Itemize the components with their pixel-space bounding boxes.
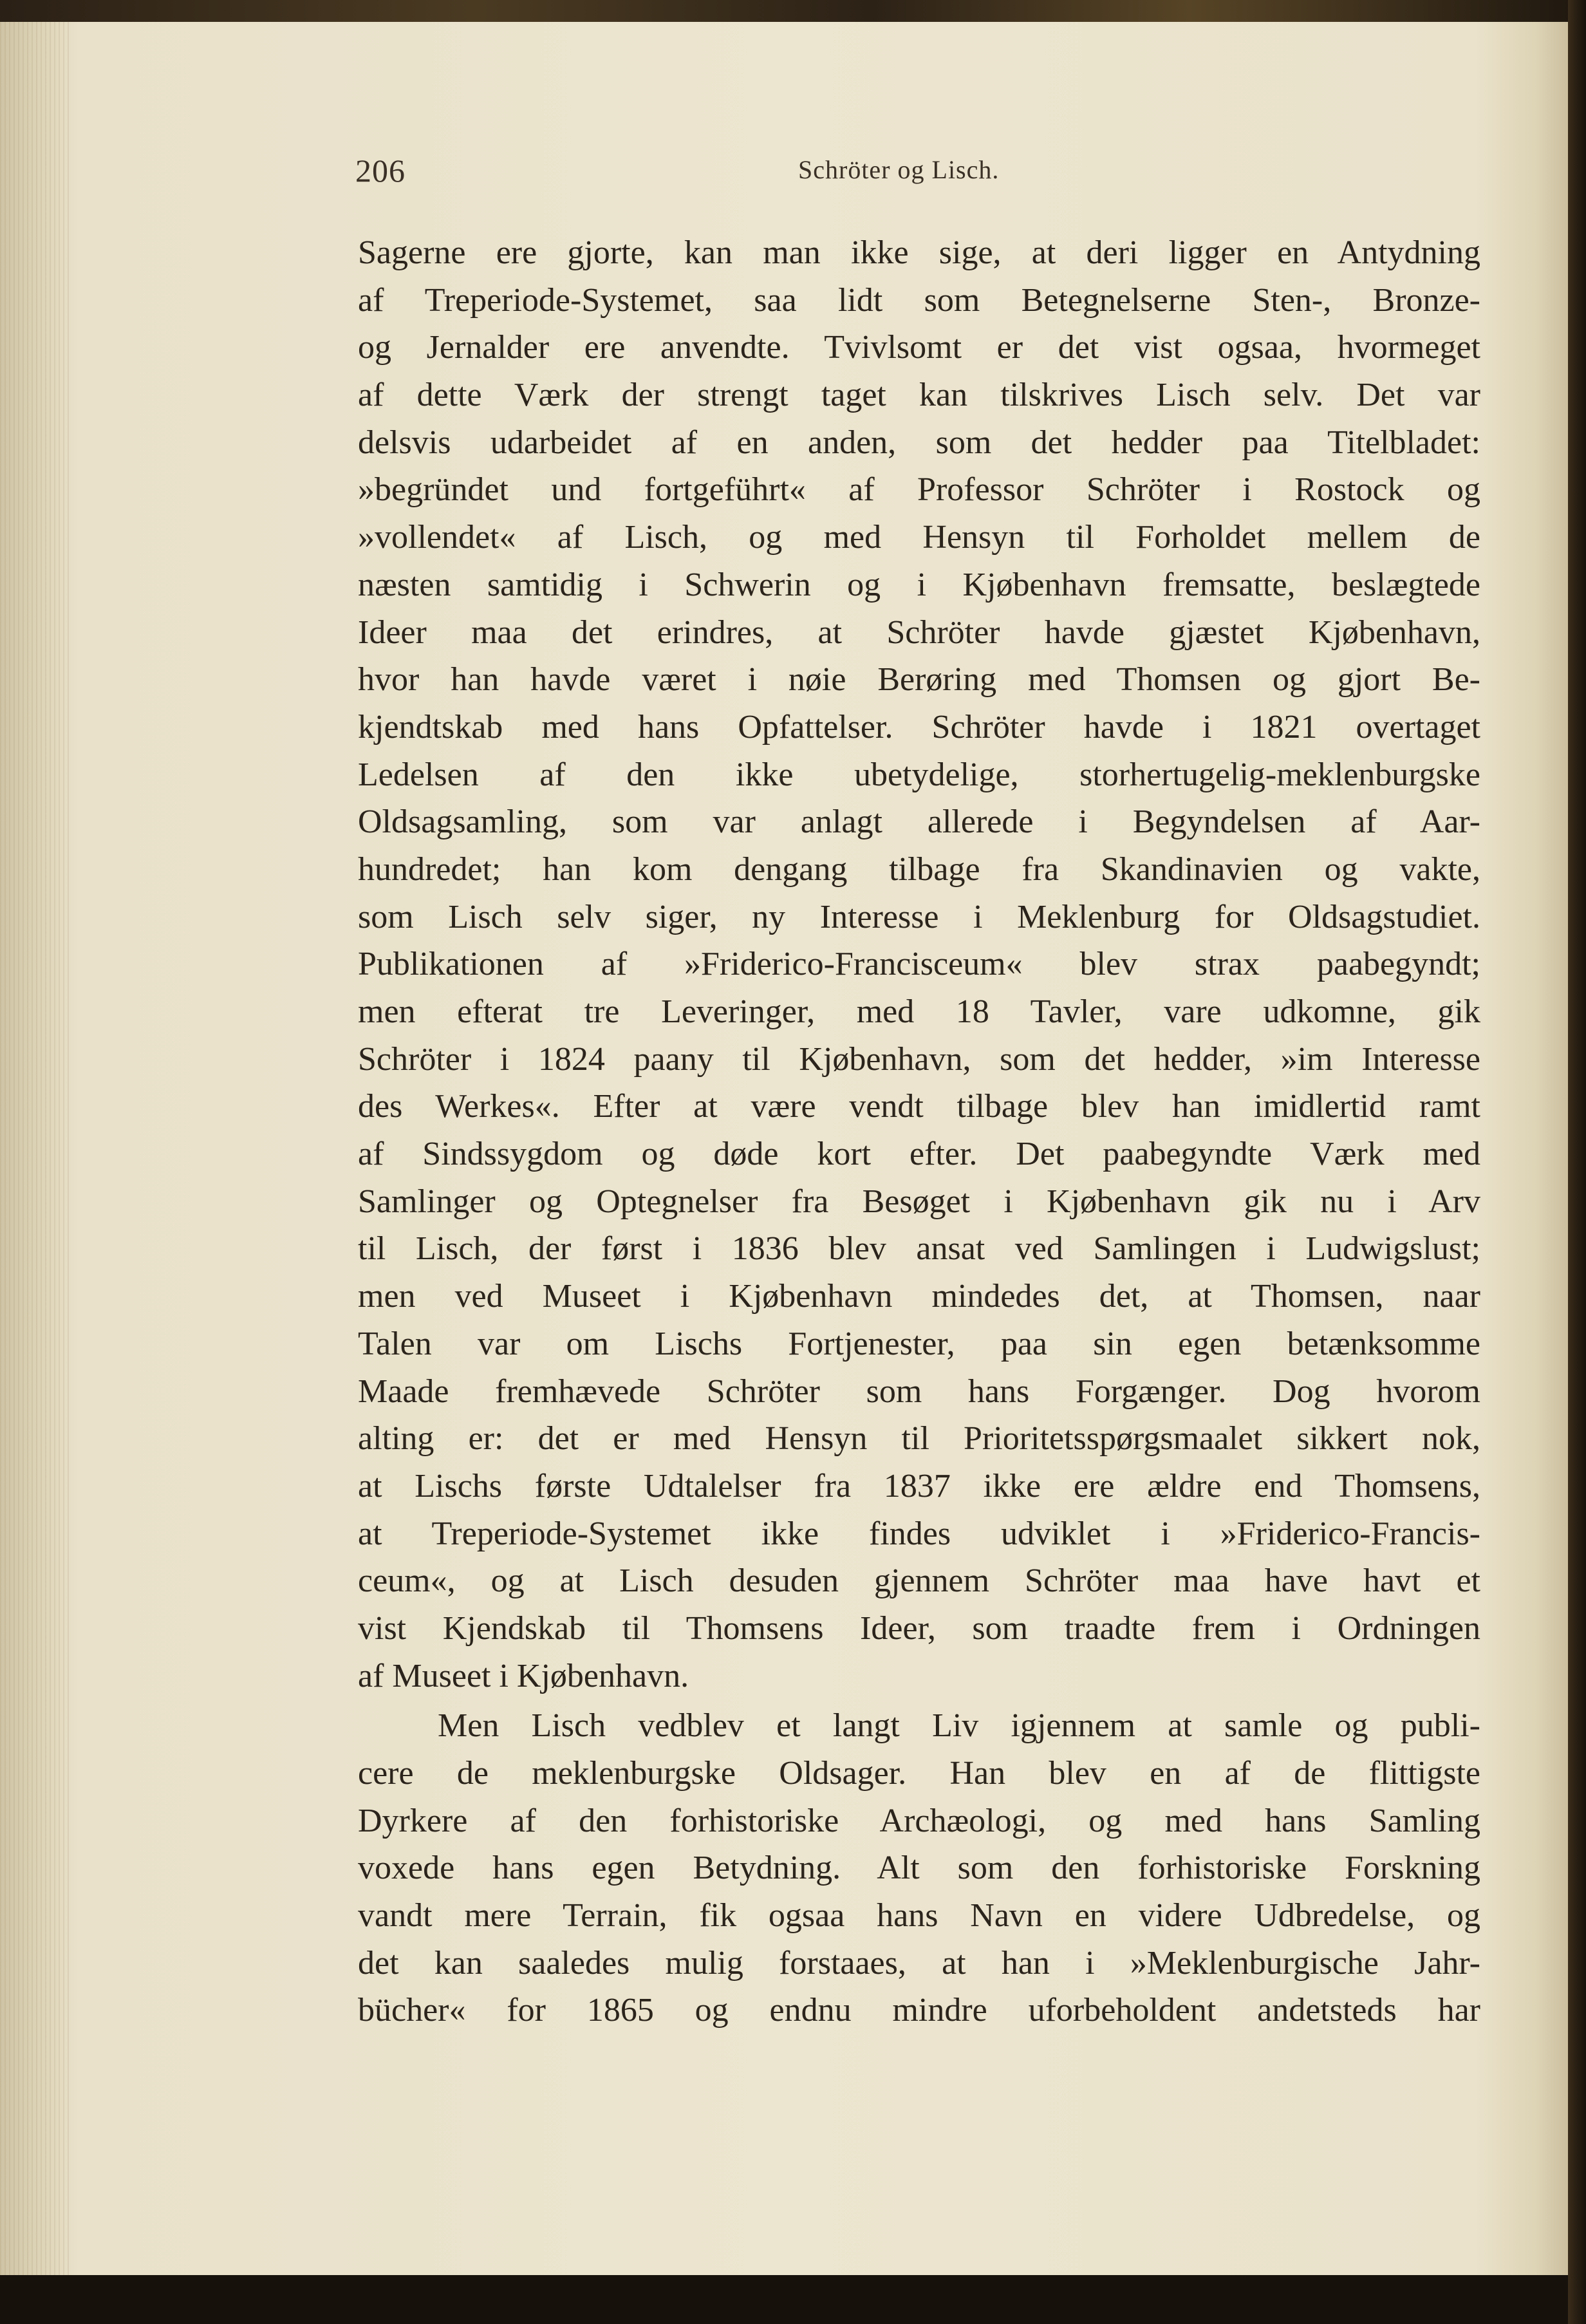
- text-line: des Werkes«. Efter at være vendt tilbage blev han imidlertid ramt: [358, 1088, 1480, 1125]
- text-line: hvor han havde været i nøie Berøring med Thomsen og gjort Be-: [358, 661, 1480, 698]
- text-line: af Treperiode-Systemet, saa lidt som Betegnelserne Sten-, Bronze-: [358, 281, 1480, 319]
- text-line: Publikationen af »Friderico-Francisceum« blev strax paabegyndt;: [358, 946, 1480, 983]
- paragraph-2: [358, 1702, 1480, 2034]
- running-title: Schröter og Lisch.: [798, 155, 1000, 184]
- text-line: Ideer maa det erindres, at Schröter havde gjæstet Kjøbenhavn,: [358, 614, 1480, 651]
- running-header: [0, 152, 1568, 203]
- text-line: Schröter i 1824 paany til Kjøbenhavn, som det hedder, »im Interesse: [358, 1040, 1480, 1078]
- text-line: at Lischs første Udtalelser fra 1837 ikke ere ældre end Thomsens,: [358, 1467, 1480, 1504]
- text-line: cere de meklenburgske Oldsager. Han blev en af de flittigste: [358, 1755, 1480, 1792]
- text-line: og Jernalder ere anvendte. Tvivlsomt er det vist ogsaa, hvormeget: [358, 329, 1480, 366]
- text-line: kjendtskab med hans Opfattelser. Schröter havde i 1821 overtaget: [358, 708, 1480, 745]
- scan-background-right: [1568, 0, 1586, 2324]
- text-line: Ledelsen af den ikke ubetydelige, storhertugelig-meklenburgske: [358, 756, 1480, 793]
- text-line: Men Lisch vedblev et langt Liv igjennem at samle og publi-: [438, 1707, 1480, 1745]
- text-line: Oldsagsamling, som var anlagt allerede i Begyndelsen af Aar-: [358, 803, 1480, 841]
- text-line: at Treperiode-Systemet ikke findes udviklet i »Friderico-Francis-: [358, 1515, 1480, 1552]
- text-line: det kan saaledes mulig forstaaes, at han i »Meklenburgische Jahr-: [358, 1944, 1480, 1982]
- text-line: vandt mere Terrain, fik ogsaa hans Navn en videre Udbredelse, og: [358, 1897, 1480, 1935]
- text-line: som Lisch selv siger, ny Interesse i Meklenburg for Oldsagstudiet.: [358, 898, 1480, 935]
- text-line: Talen var om Lischs Fortjenester, paa sin egen betænksomme: [358, 1325, 1480, 1362]
- text-line: »begründet und fortgeführt« af Professor Schröter i Rostock og: [358, 471, 1480, 509]
- text-line: Sagerne ere gjorte, kan man ikke sige, at deri ligger en Antydning: [358, 234, 1480, 271]
- text-line: af dette Værk der strengt taget kan tilskrives Lisch selv. Det var: [358, 377, 1480, 414]
- page-number: 206: [355, 153, 406, 189]
- text-line: til Lisch, der først i 1836 blev ansat ved Samlingen i Ludwigslust;: [358, 1230, 1480, 1268]
- page-edge-stack: [0, 22, 71, 2275]
- text-line: hundredet; han kom dengang tilbage fra Skandinavien og vakte,: [358, 850, 1480, 888]
- paragraph-1: [358, 229, 1480, 1700]
- text-line: Maade fremhævede Schröter som hans Forgænger. Dog hvorom: [358, 1373, 1480, 1410]
- text-line: vist Kjendskab til Thomsens Ideer, som traadte frem i Ordningen: [358, 1609, 1480, 1647]
- text-line: »vollendet« af Lisch, og med Hensyn til Forholdet mellem de: [358, 519, 1480, 556]
- text-line: Dyrkere af den forhistoriske Archæologi, og med hans Samling: [358, 1802, 1480, 1839]
- text-line: ceum«, og at Lisch desuden gjennem Schröter maa have havt et: [358, 1562, 1480, 1600]
- text-line: delsvis udarbeidet af en anden, som det hedder paa Titelbladet:: [358, 424, 1480, 461]
- text-line: af Sindssygdom og døde kort efter. Det paabegyndte Værk med: [358, 1136, 1480, 1173]
- text-line: Samlinger og Optegnelser fra Besøget i Kjøbenhavn gik nu i Arv: [358, 1183, 1480, 1220]
- text-line: bücher« for 1865 og endnu mindre uforbeholdent andetsteds har: [358, 1992, 1480, 2029]
- text-line: alting er: det er med Hensyn til Prioritetsspørgsmaalet sikkert nok,: [358, 1420, 1480, 1457]
- text-line: næsten samtidig i Schwerin og i Kjøbenhavn fremsatte, beslægtede: [358, 566, 1480, 603]
- text-line: voxede hans egen Betydning. Alt som den forhistoriske Forskning: [358, 1850, 1480, 1887]
- text-line: men ved Museet i Kjøbenhavn mindedes det, at Thomsen, naar: [358, 1278, 1480, 1315]
- text-line: men efterat tre Leveringer, med 18 Tavler, vare udkomne, gik: [358, 993, 1480, 1030]
- body-text: [358, 229, 1480, 2034]
- text-line: af Museet i Kjøbenhavn.: [358, 1657, 689, 1694]
